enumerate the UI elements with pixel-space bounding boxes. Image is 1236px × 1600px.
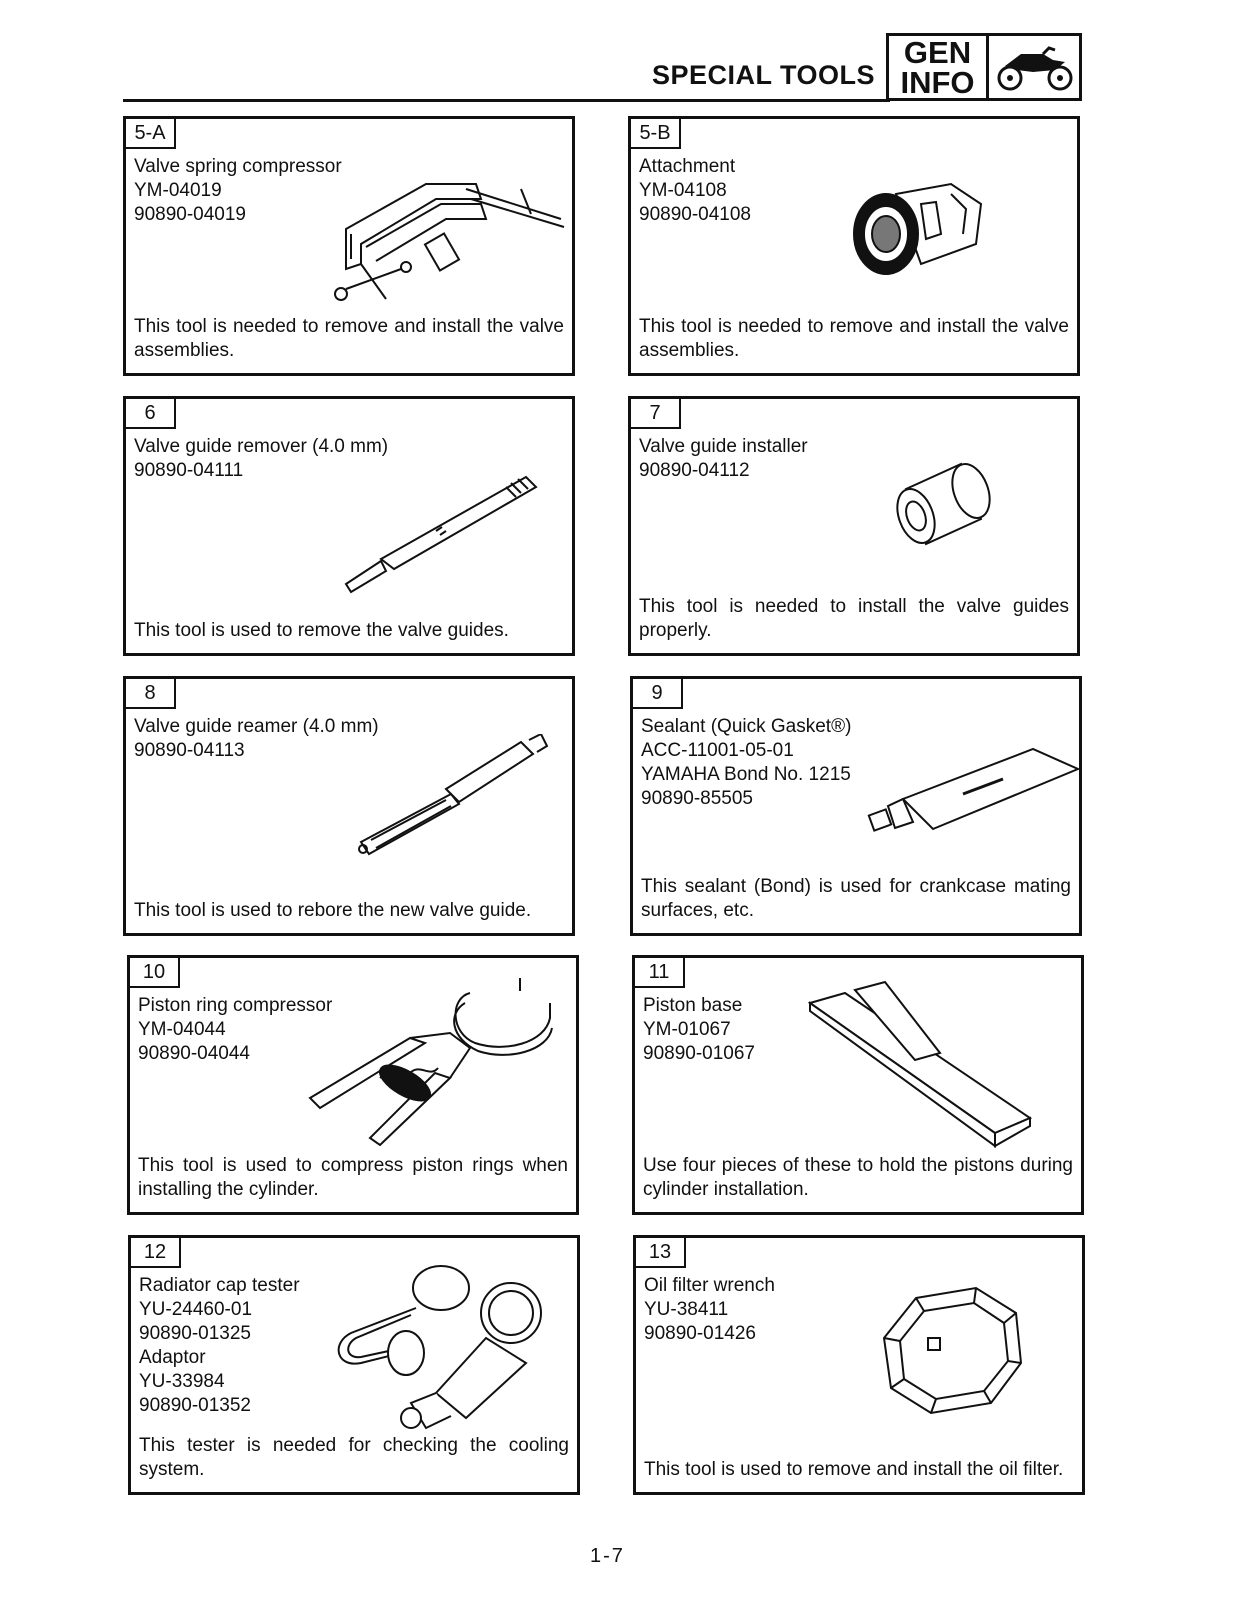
tool-card-13 (633, 1235, 1085, 1495)
tool-part-number: 90890-85505 (641, 788, 753, 809)
tool-info (139, 1274, 300, 1418)
section-badge (886, 33, 989, 101)
tool-part-number: 90890-04112 (639, 460, 750, 481)
tool-number: 12 (131, 1238, 181, 1268)
tool-info (641, 715, 851, 811)
tool-part-number: 90890-04113 (134, 740, 245, 761)
tool-name: Valve spring compressor (134, 156, 342, 177)
tool-name: Adaptor (139, 1347, 206, 1368)
tool-description: This tool is used to remove and install the oil filter. (644, 1459, 1064, 1480)
piston-ring-compressor-illustration (300, 973, 560, 1148)
tool-info (639, 155, 751, 227)
tool-number: 11 (635, 958, 685, 988)
tool-description: This sealant (Bond) is used for crankcase mating surfaces, etc. (641, 876, 1071, 921)
valve-guide-reamer-illustration (351, 734, 551, 864)
tool-card-10 (127, 955, 579, 1215)
tool-name: Attachment (639, 156, 736, 177)
tool-part-number: 90890-01426 (644, 1323, 756, 1344)
motorcycle-icon (993, 44, 1077, 94)
tool-info (134, 715, 379, 763)
badge-line-info: INFO (900, 65, 975, 100)
sealant-tube-illustration (863, 744, 1083, 839)
tool-part-number: 90890-04108 (639, 204, 751, 225)
tool-name: Valve guide reamer (4.0 mm) (134, 716, 379, 737)
tool-card-11 (632, 955, 1084, 1215)
tool-number: 7 (631, 399, 681, 429)
tool-card-8 (123, 676, 575, 936)
tool-card-9 (630, 676, 1082, 936)
tool-part-number: ACC-11001-05-01 (641, 740, 794, 761)
tool-card-5a (123, 116, 575, 376)
valve-guide-remover-illustration (336, 469, 546, 599)
tool-part-number: 90890-01352 (139, 1395, 251, 1416)
tool-card-6 (123, 396, 575, 656)
valve-spring-compressor-illustration (306, 169, 566, 319)
tool-part-number: YU-24460-01 (139, 1299, 253, 1320)
tool-number: 8 (126, 679, 176, 709)
tool-part-number: 90890-01325 (139, 1323, 251, 1344)
page-title: SPECIAL TOOLS (652, 60, 876, 90)
tool-number: 13 (636, 1238, 686, 1268)
tool-description: Use four pieces of these to hold the pistons during cylinder installation. (643, 1155, 1073, 1200)
tool-part-number: YU-38411 (644, 1299, 729, 1320)
tool-name: Radiator cap tester (139, 1275, 300, 1296)
tool-description: This tool is needed to remove and install the valve assemblies. (639, 316, 1069, 361)
tool-part-number: 90890-04019 (134, 204, 246, 225)
tool-description: This tool is needed to remove and install the valve assemblies. (134, 316, 564, 361)
tool-part-number: 90890-04044 (138, 1043, 250, 1064)
tool-number: 6 (126, 399, 176, 429)
tool-info (639, 435, 808, 483)
tool-part-number: 90890-01067 (643, 1043, 755, 1064)
tool-name: Piston ring compressor (138, 995, 333, 1016)
tool-card-7 (628, 396, 1080, 656)
tool-name: Oil filter wrench (644, 1275, 775, 1296)
tool-name: Sealant (Quick Gasket®) (641, 716, 852, 737)
tool-name: YAMAHA Bond No. 1215 (641, 764, 851, 785)
badge-line-gen: GEN (903, 35, 972, 70)
tool-part-number: YM-04108 (639, 180, 727, 201)
radiator-cap-tester-illustration (326, 1253, 576, 1438)
tool-info (643, 994, 755, 1066)
tool-description: This tool is used to compress piston rings when installing the cylinder. (138, 1155, 568, 1200)
page-number: 1-7 (590, 1545, 625, 1567)
tool-name: Piston base (643, 995, 743, 1016)
tool-description: This tester is needed for checking the cooling system. (139, 1435, 569, 1480)
tool-part-number: YU-33984 (139, 1371, 225, 1392)
tool-part-number: 90890-04111 (134, 460, 244, 481)
tool-description: This tool is needed to install the valve guides properly. (639, 596, 1069, 641)
tool-number: 5-A (126, 119, 176, 149)
header-rule (123, 99, 890, 102)
tool-number: 9 (633, 679, 683, 709)
tool-card-5b (628, 116, 1080, 376)
tool-part-number: YM-01067 (643, 1019, 731, 1040)
tool-part-number: YM-04044 (138, 1019, 226, 1040)
tool-card-12 (128, 1235, 580, 1495)
valve-guide-installer-illustration (886, 459, 996, 549)
oil-filter-wrench-illustration (876, 1283, 1026, 1418)
motorcycle-badge (986, 33, 1082, 101)
tool-name: Valve guide remover (4.0 mm) (134, 436, 389, 457)
tool-part-number: YM-04019 (134, 180, 222, 201)
tool-description: This tool is used to remove the valve guides. (134, 620, 509, 641)
piston-base-illustration (805, 968, 1035, 1153)
tool-description: This tool is used to rebore the new valve guide. (134, 900, 532, 921)
tool-name: Valve guide installer (639, 436, 808, 457)
tool-number: 5-B (631, 119, 681, 149)
tool-number: 10 (130, 958, 180, 988)
attachment-illustration (841, 174, 991, 284)
tool-info (644, 1274, 775, 1346)
